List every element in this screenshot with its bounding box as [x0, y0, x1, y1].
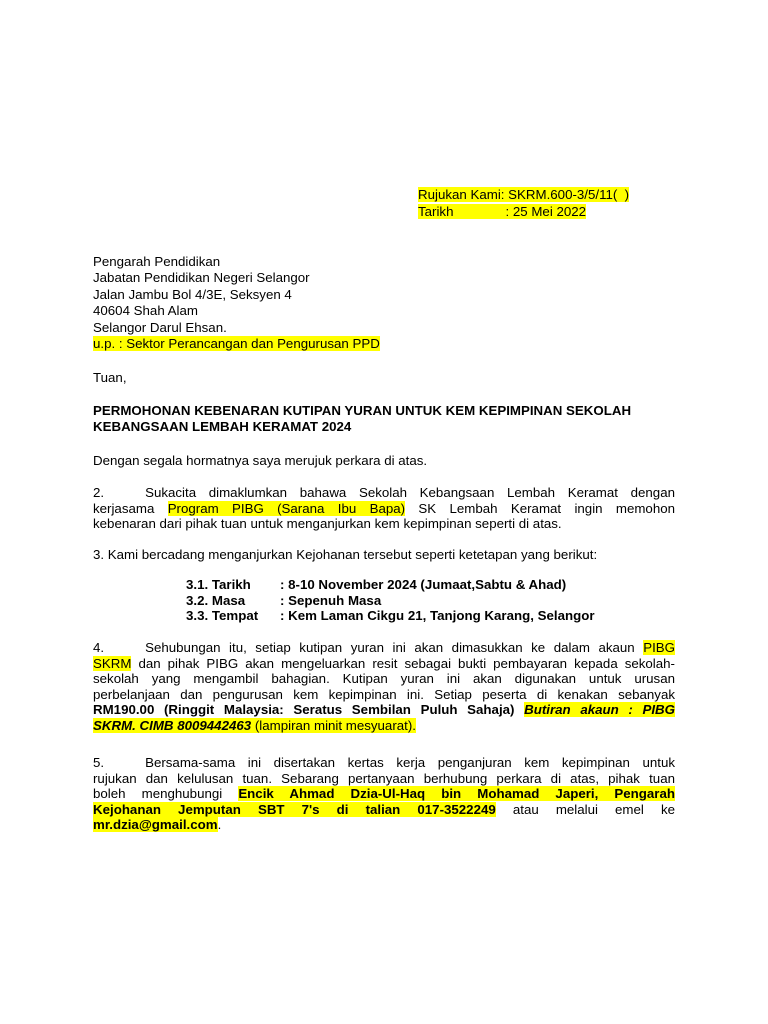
reference-line — [418, 187, 629, 203]
paragraph-5-line-5 — [93, 817, 675, 833]
fee-amount: RM190.00 (Ringgit Malaysia: Seratus Sembilan Puluh Sahaja) — [93, 702, 515, 717]
recipient-line-3: Jalan Jambu Bol 4/3E, Seksyen 4 — [93, 287, 292, 302]
paragraph-5-line-1 — [93, 755, 675, 771]
pibg-highlight: PIBG — [643, 640, 675, 655]
recipient-line-2: Jabatan Pendidikan Negeri Selangor — [93, 270, 310, 285]
subject-line-2: KEBANGSAAN LEMBAH KERAMAT 2024 — [93, 419, 352, 434]
paragraph-5 — [93, 755, 675, 833]
detail-key: 3.3. Tempat — [186, 608, 259, 623]
detail-value: : Sepenuh Masa — [280, 593, 382, 608]
reference-number: Rujukan Kami: SKRM.600-3/5/11( ) — [418, 187, 630, 202]
paragraph-4 — [93, 640, 675, 733]
paragraph-2-line-3: kebenaran dari pihak tuan untuk menganjurkan kem kepimpinan seperti di atas. — [93, 516, 562, 531]
program-pibg-highlight: Program PIBG (Sarana Ibu Bapa) — [167, 500, 406, 516]
detail-key: 3.1. Tarikh — [186, 577, 251, 592]
detail-key: 3.2. Masa — [186, 593, 246, 608]
paragraph-2-text-2a: kerjasama — [93, 500, 155, 516]
attention-text: u.p. : Sektor Perancangan dan Pengurusan PPD — [93, 336, 380, 351]
detail-value: : Kem Laman Cikgu 21, Tanjong Karang, Selangor — [280, 608, 595, 623]
salutation: Tuan, — [93, 370, 127, 385]
paragraph-4-line-3: sekolah yang mengambil bahagian. Kutipan yuran ini akan digunakan untuk urusan — [93, 671, 675, 686]
paragraph-1: Dengan segala hormatnya saya merujuk perkara di atas. — [93, 453, 428, 468]
detail-item-date — [186, 577, 566, 593]
paragraph-4-number: 4. — [93, 640, 105, 655]
account-highlight — [93, 718, 416, 733]
recipient-line-5: Selangor Darul Ehsan. — [93, 320, 227, 335]
paragraph-4-line-5 — [93, 702, 675, 718]
contact-name: Encik Ahmad Dzia-Ul-Haq bin Mohamad Japeri, Pengarah — [238, 786, 675, 801]
detail-item-place — [186, 608, 595, 624]
paragraph-5-line-4 — [93, 802, 675, 818]
paragraph-5-line-3 — [93, 786, 675, 802]
paragraph-2-text-1: Sukacita dimaklumkan bahawa Sekolah Kebangsaan Lembah Keramat dengan — [145, 485, 675, 500]
paragraph-2-text-2c: SK Lembah Keramat ingin memohon — [418, 500, 676, 516]
paragraph-4-line-4: perbelanjaan dan pengurusan kem kepimpinan ini. Setiap peserta di kenakan sebanyak — [93, 686, 675, 702]
attention-line — [93, 336, 380, 352]
paragraph-4-line-1 — [93, 640, 675, 656]
contact-email: mr.dzia@gmail.com — [93, 817, 218, 832]
contact-phone: Kejohanan Jemputan SBT 7's di talian 017-3522249 — [93, 801, 496, 817]
paragraph-2-number: 2. — [93, 485, 105, 500]
paragraph-5-text-4b: atau melalui emel ke — [512, 801, 675, 817]
minutes-attachment: (lampiran minit mesyuarat). — [254, 717, 416, 733]
date-label: Tarikh — [418, 204, 454, 219]
paragraph-4-line-6 — [93, 718, 675, 734]
paragraph-4-text-1a: Sehubungan itu, setiap kutipan yuran ini akan dimasukkan ke dalam akaun — [145, 640, 635, 655]
paragraph-5-text-3a: boleh menghubungi — [93, 786, 223, 801]
account-details-label: Butiran akaun : PIBG — [524, 702, 675, 717]
recipient-line-1: Pengarah Pendidikan — [93, 254, 221, 269]
detail-value: : 8-10 November 2024 (Jumaat,Sabtu & Ahad) — [280, 577, 567, 592]
date-highlight — [418, 204, 586, 219]
paragraph-5-number: 5. — [93, 755, 105, 770]
period: . — [217, 817, 222, 832]
recipient-line-4: 40604 Shah Alam — [93, 303, 198, 318]
paragraph-2 — [93, 485, 675, 532]
paragraph-5-text-1: Bersama-sama ini disertakan kertas kerja penganjuran kem kepimpinan untuk — [145, 755, 675, 770]
date-value: : 25 Mei 2022 — [505, 204, 587, 219]
paragraph-2-line-2 — [93, 501, 675, 517]
date-line — [418, 204, 586, 220]
account-number: SKRM. CIMB 8009442463 — [93, 717, 252, 733]
detail-item-time — [186, 593, 381, 609]
subject-line-1: PERMOHONAN KEBENARAN KUTIPAN YURAN UNTUK KEM KEPIMPINAN SEKOLAH — [93, 403, 632, 418]
skrm-highlight: SKRM — [93, 655, 132, 671]
paragraph-2-line-1 — [93, 485, 675, 501]
paragraph-5-line-2: rujukan dan kelulusan tuan. Sebarang pertanyaan berhubung perkara di atas, pihak tuan — [93, 770, 675, 786]
paragraph-4-text-2b: dan pihak PIBG akan mengeluarkan resit sebagai bukti pembayaran kepada sekolah- — [138, 655, 675, 671]
paragraph-3: 3. Kami bercadang menganjurkan Kejohanan tersebut seperti ketetapan yang berikut: — [93, 547, 598, 562]
paragraph-4-line-2 — [93, 656, 675, 672]
